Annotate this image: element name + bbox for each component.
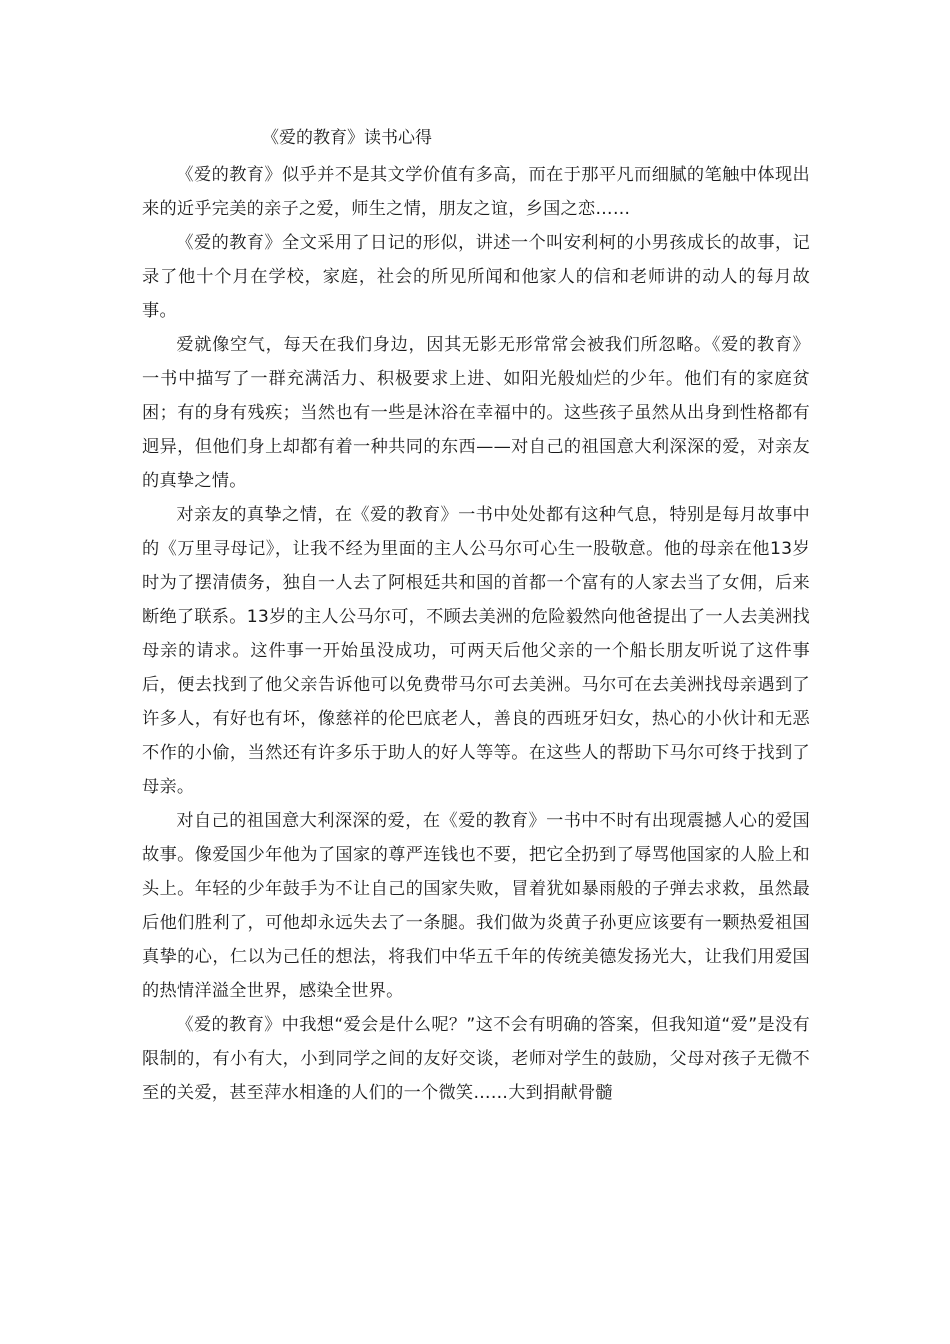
paragraph-5: 对自己的祖国意大利深深的爱，在《爱的教育》一书中不时有出现震撼人心的爱国故事。像爱国少年他为了国家的尊严连钱也不要，把它全扔到了辱骂他国家的人脸上和头上。年轻的少年鼓手为不让自己的国家失败，冒着犹如暴雨般的子弹去求救，虽然最后他们胜利了，可他却永远失去了一条腿。我们做为炎黄子孙更应该要有一颗热爱祖国真挚的心，仁以为己任的想法，将我们中华五千年的传统美德发扬光大，让我们用爱国的热情洋溢全世界，感染全世界。 [142,811,810,1001]
document-body [142,158,810,1110]
paragraph-3: 爱就像空气，每天在我们身边，因其无影无形常常会被我们所忽略。《爱的教育》一书中描写了一群充满活力、积极要求上进、如阳光般灿烂的少年。他们有的家庭贫困；有的身有残疾；当然也有一些是沐浴在幸福中的。这些孩子虽然从出身到性格都有迥异，但他们身上却都有着一种共同的东西——对自己的祖国意大利深深的爱，对亲友的真挚之情。 [142,335,810,491]
paragraph-1: 《爱的教育》似乎并不是其文学价值有多高，而在于那平凡而细腻的笔触中体现出来的近乎完美的亲子之爱，师生之情，朋友之谊，乡国之恋…… [142,165,810,219]
paragraph-4: 对亲友的真挚之情，在《爱的教育》一书中处处都有这种气息，特别是每月故事中的《万里寻母记》，让我不经为里面的主人公马尔可心生一股敬意。他的母亲在他13岁时为了摆清债务，独自一人去了阿根廷共和国的首都一个富有的人家去当了女佣，后来断绝了联系。13岁的主人公马尔可，不顾去美洲的危险毅然向他爸提出了一人去美洲找母亲的请求。这件事一开始虽没成功，可两天后他父亲的一个船长朋友听说了这件事后，便去找到了他父亲告诉他可以免费带马尔可去美洲。马尔可在去美洲找母亲遇到了许多人，有好也有坏，像慈祥的伦巴底老人，善良的西班牙妇女，热心的小伙计和无恶不作的小偷，当然还有许多乐于助人的好人等等。在这些人的帮助下马尔可终于找到了母亲。 [142,505,810,797]
paragraph-6: 《爱的教育》中我想“爱会是什么呢？”这不会有明确的答案，但我知道“爱”是没有限制的，有小有大，小到同学之间的友好交谈，老师对学生的鼓励，父母对孩子无微不至的关爱，甚至萍水相逢的人们的一个微笑……大到捐献骨髓 [142,1015,810,1103]
paragraph-2: 《爱的教育》全文采用了日记的形似，讲述一个叫安利柯的小男孩成长的故事，记录了他十个月在学校，家庭，社会的所见所闻和他家人的信和老师讲的动人的每月故事。 [142,233,810,321]
document-title: 《爱的教育》读书心得 [262,128,432,148]
